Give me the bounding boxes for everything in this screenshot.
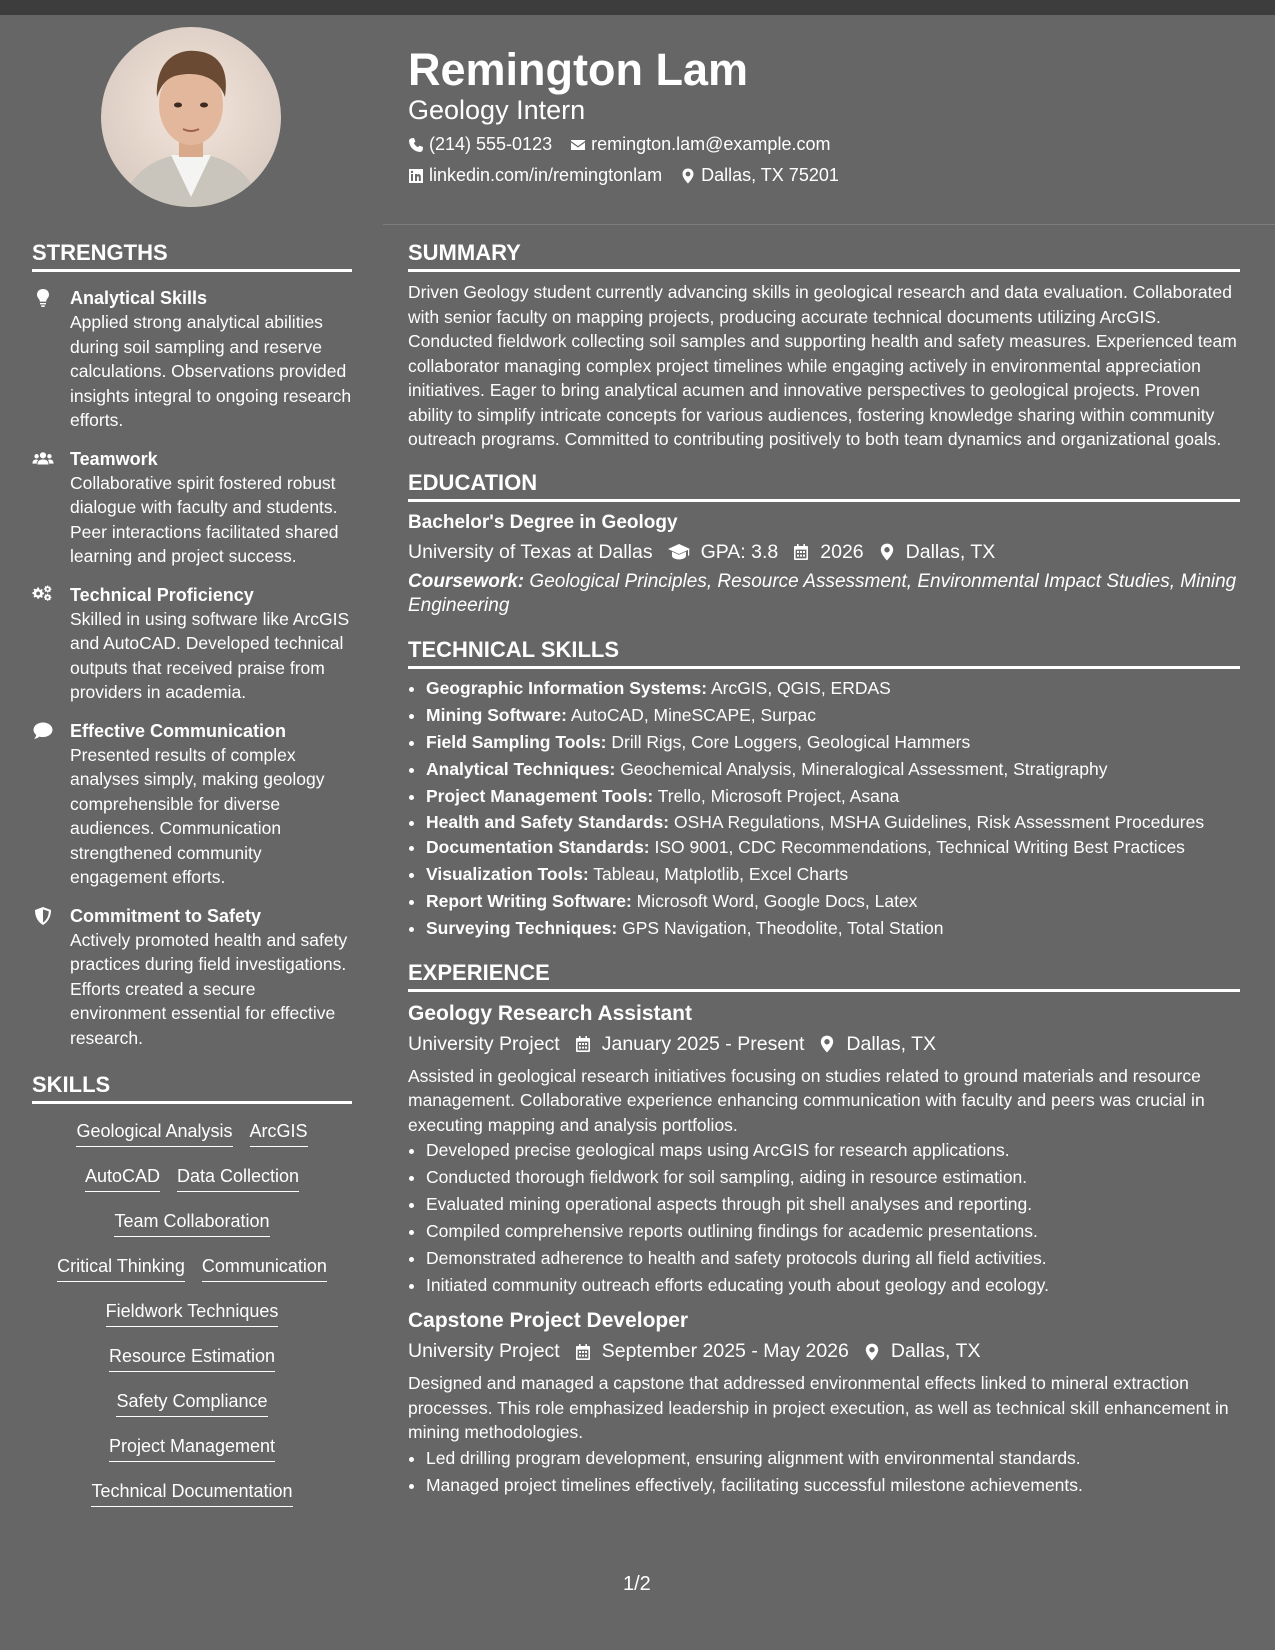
linkedin-text: linkedin.com/in/remingtonlam <box>429 165 663 185</box>
graduation-cap-icon <box>667 543 691 561</box>
skill-row <box>32 1204 352 1249</box>
job-description: Designed and managed a capstone that addressed environmental effects linked to mineral extraction processes. This role emphasized leadership in project execution, as well as technical skill enhancement in mining methodologies. <box>408 1373 1229 1442</box>
list-item <box>426 702 1240 729</box>
tech-skill-value: Trello, Microsoft Project, Asana <box>657 785 900 806</box>
calendar-icon <box>574 1035 592 1053</box>
strength-item <box>32 719 352 890</box>
strength-title: Analytical Skills <box>70 288 208 308</box>
strength-item <box>32 583 352 705</box>
strength-item <box>32 904 352 1051</box>
tech-skill-value: Microsoft Word, Google Docs, Latex <box>636 890 918 911</box>
list-item <box>426 810 1240 834</box>
gpa-text: GPA: 3.8 <box>700 540 779 563</box>
list-item: • Initiated community outreach efforts educating youth about geology and ecology. <box>426 1272 1240 1299</box>
lightbulb-icon <box>32 288 54 308</box>
job-description: Assisted in geological research initiatives focusing on studies related to ground materials and resource management. Collaborative experience enhancing communication with faculty and peers was crucial in executing mapping and analysis portfolios. <box>408 1065 1205 1135</box>
strength-desc: Skilled in using software like ArcGIS and AutoCAD. Developed technical outputs that received praise from providers in academia. <box>70 608 350 702</box>
list-item: • Evaluated mining operational aspects through pit shell analyses and reporting. <box>426 1191 1240 1218</box>
tech-skill-value: ArcGIS, QGIS, ERDAS <box>710 677 891 698</box>
tech-skill-label: Health and Safety Standards: <box>426 811 670 832</box>
skill-row <box>32 1114 352 1159</box>
edu-location-text: Dallas, TX <box>905 540 996 563</box>
candidate-title: Geology Intern <box>408 95 586 125</box>
strength-item <box>32 447 352 569</box>
school-name: University of Texas at Dallas <box>408 540 653 563</box>
job-title: Capstone Project Developer <box>408 1309 689 1332</box>
skill-row <box>32 1339 352 1384</box>
job-location: Dallas, TX <box>846 1032 937 1055</box>
coursework-text: Geological Principles, Resource Assessment, Environmental Impact Studies, Mining Engineering <box>408 570 1237 616</box>
skill-chip: Communication <box>202 1256 327 1282</box>
technical-skills-heading: TECHNICAL SKILLS <box>408 637 1240 669</box>
strength-desc: Presented results of complex analyses simply, making geology comprehensible for diverse audiences. Communication strengthened community engagement efforts. <box>70 744 325 887</box>
tech-skill-value: OSHA Regulations, MSHA Guidelines, Risk Assessment Procedures <box>674 811 1205 832</box>
shield-icon <box>32 906 54 926</box>
phone-icon <box>408 137 424 153</box>
strength-item <box>32 286 352 433</box>
list-item <box>426 861 1240 888</box>
job-meta <box>408 1340 1240 1363</box>
list-item <box>426 756 1240 783</box>
list-item <box>426 888 1240 915</box>
tech-skill-label: Geographic Information Systems: <box>426 677 708 698</box>
calendar-icon <box>574 1343 592 1361</box>
education-meta <box>408 541 1240 564</box>
skills-chips <box>32 1114 352 1519</box>
skill-chip: Fieldwork Techniques <box>106 1301 279 1327</box>
job-dates-item <box>574 1340 849 1363</box>
job-meta <box>408 1033 1240 1056</box>
tech-skill-label: Project Management Tools: <box>426 785 654 806</box>
tech-skill-label: Visualization Tools: <box>426 863 589 884</box>
list-item: • Led drilling program development, ensuring alignment with environmental standards. <box>426 1445 1240 1472</box>
job-bullets <box>408 1445 1240 1499</box>
tech-skill-value: Tableau, Matplotlib, Excel Charts <box>593 863 849 884</box>
email-text: remington.lam@example.com <box>591 134 831 154</box>
job-location: Dallas, TX <box>890 1340 981 1362</box>
strength-desc: Applied strong analytical abilities during soil sampling and reserve calculations. Observations provided insights integral to ongoing research efforts. <box>70 312 352 430</box>
degree-title: Bachelor's Degree in Geology <box>408 511 678 533</box>
coursework <box>408 570 1240 619</box>
technical-skills-list <box>408 675 1240 942</box>
list-item <box>426 783 1240 810</box>
map-pin-icon <box>878 543 896 561</box>
tech-skill-label: Report Writing Software: <box>426 890 632 911</box>
map-pin-icon <box>818 1035 836 1053</box>
linkedin-icon <box>408 168 424 184</box>
gpa-item <box>667 541 779 564</box>
year-item <box>792 541 863 564</box>
coursework-label: Coursework: <box>408 570 525 592</box>
skill-chip: Technical Documentation <box>91 1481 292 1507</box>
envelope-icon <box>570 137 586 153</box>
gears-icon <box>32 585 54 605</box>
list-item: • Compiled comprehensive reports outlining findings for academic presentations. <box>426 1218 1240 1245</box>
speech-bubble-icon <box>32 721 54 741</box>
tech-skill-label: Field Sampling Tools: <box>426 731 607 752</box>
strength-title: Teamwork <box>70 448 158 469</box>
list-item <box>426 675 1240 702</box>
tech-skill-value: GPS Navigation, Theodolite, Total Station <box>622 917 944 938</box>
contact-row-1 <box>408 134 848 155</box>
skill-chip: AutoCAD <box>85 1166 160 1192</box>
job-location-item <box>863 1340 981 1363</box>
edu-location-item <box>878 541 996 564</box>
skill-chip: Safety Compliance <box>116 1391 267 1417</box>
map-pin-icon <box>863 1343 881 1361</box>
tech-skill-label: Documentation Standards: <box>426 836 650 857</box>
skill-row <box>32 1249 352 1294</box>
map-pin-icon <box>680 168 696 184</box>
email-contact[interactable] <box>570 134 830 155</box>
experience-heading: EXPERIENCE <box>408 960 1240 992</box>
skill-chip: Resource Estimation <box>109 1346 275 1372</box>
skill-chip: Critical Thinking <box>57 1256 185 1282</box>
skill-chip: ArcGIS <box>250 1121 308 1147</box>
job-org: University Project <box>408 1340 560 1362</box>
phone-text: (214) 555-0123 <box>429 134 553 154</box>
strengths-heading: STRENGTHS <box>32 240 352 272</box>
education-heading: EDUCATION <box>408 470 1240 502</box>
job-bullets <box>408 1137 1240 1299</box>
job-org: University Project <box>408 1032 560 1055</box>
job-dates: January 2025 - Present <box>601 1032 805 1055</box>
list-item: • Developed precise geological maps using ArcGIS for research applications. <box>426 1137 1240 1164</box>
year-text: 2026 <box>820 540 864 563</box>
strength-title: Commitment to Safety <box>70 905 262 926</box>
skill-row <box>32 1474 352 1519</box>
tech-skill-value: Drill Rigs, Core Loggers, Geological Hammers <box>611 731 971 752</box>
calendar-icon <box>792 543 810 561</box>
job-title: Geology Research Assistant <box>408 1001 692 1025</box>
strength-title: Technical Proficiency <box>70 584 254 605</box>
left-column <box>32 240 352 1519</box>
tech-skill-label: Surveying Techniques: <box>426 917 618 938</box>
skill-chip: Team Collaboration <box>114 1211 269 1237</box>
skill-row <box>32 1384 352 1429</box>
location-contact <box>680 165 839 186</box>
summary-heading: SUMMARY <box>408 240 1240 272</box>
job-location-item <box>818 1033 936 1056</box>
skill-row <box>32 1159 352 1204</box>
strength-desc: Collaborative spirit fostered robust dialogue with faculty and students. Peer interactions facilitated shared learning and project success. <box>70 472 339 566</box>
right-column <box>408 240 1240 1499</box>
candidate-name: Remington Lam <box>408 44 749 95</box>
linkedin-contact[interactable] <box>408 165 662 186</box>
page-number: 1/2 <box>623 1573 651 1595</box>
list-item <box>426 915 1240 942</box>
list-item <box>426 834 1240 861</box>
list-item: • Managed project timelines effectively, facilitating successful milestone achievements. <box>426 1472 1240 1499</box>
profile-photo <box>101 27 281 207</box>
skill-chip: Data Collection <box>177 1166 299 1192</box>
tech-skill-label: Mining Software: <box>426 704 567 725</box>
tech-skill-label: Analytical Techniques: <box>426 758 616 779</box>
strength-title: Effective Communication <box>70 720 287 741</box>
users-icon <box>32 449 54 469</box>
job-dates-item <box>574 1033 805 1056</box>
skill-row <box>32 1429 352 1474</box>
job-dates: September 2025 - May 2026 <box>601 1340 849 1362</box>
skill-row <box>32 1294 352 1339</box>
list-item <box>426 729 1240 756</box>
skills-heading: SKILLS <box>32 1072 352 1104</box>
top-bar <box>0 0 1275 15</box>
contact-row-2 <box>408 165 857 186</box>
header-divider <box>383 224 1275 225</box>
skill-chip: Project Management <box>109 1436 275 1462</box>
list-item: • Demonstrated adherence to health and safety protocols during all field activities. <box>426 1245 1240 1272</box>
tech-skill-value: AutoCAD, MineSCAPE, Surpac <box>570 704 816 725</box>
strength-desc: Actively promoted health and safety practices during field investigations. Efforts created a secure environment essential for effective research. <box>70 929 348 1048</box>
tech-skill-value: Geochemical Analysis, Mineralogical Assessment, Stratigraphy <box>620 758 1108 779</box>
tech-skill-value: ISO 9001, CDC Recommendations, Technical Writing Best Practices <box>654 836 1185 857</box>
location-text: Dallas, TX 75201 <box>701 165 839 185</box>
phone-contact[interactable] <box>408 134 552 155</box>
skill-chip: Geological Analysis <box>76 1121 232 1147</box>
list-item: • Conducted thorough fieldwork for soil sampling, aiding in resource estimation. <box>426 1164 1240 1191</box>
summary-text: Driven Geology student currently advancing skills in geological research and data evaluation. Collaborated with senior faculty on mapping projects, producing accurate technical documents utilizing ArcGIS. Conducted fieldwork collecting soil samples and supporting health and safety measures. Experienced team collaborator managing complex project timelines while engaging actively in environmental appreciation initiatives. Eager to bring analytical acumen and innovative perspectives to geological projects. Proven ability to simplify intricate concepts for various audiences, fostering knowledge sharing within community outreach programs. Committed to contributing positively to both team dynamics and organizational goals. <box>408 282 1237 449</box>
